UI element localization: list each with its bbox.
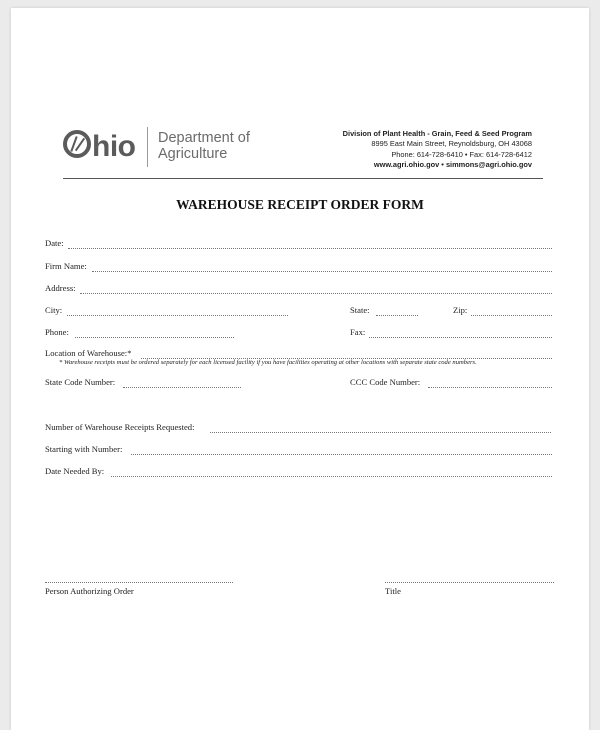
department-line-1: Department of xyxy=(158,130,250,146)
division-phone-fax: Phone: 614-728-6410 • Fax: 614-728-6412 xyxy=(391,149,532,159)
person-authorizing-label: Person Authorizing Order xyxy=(45,586,134,596)
city-label: City: xyxy=(45,305,63,315)
division-name: Division of Plant Health - Grain, Feed & Seed Program xyxy=(342,129,532,138)
num-receipts-label: Number of Warehouse Receipts Requested: xyxy=(45,422,195,432)
ccc-code-field[interactable] xyxy=(428,387,552,388)
phone-field[interactable] xyxy=(75,337,234,338)
phone-label: Phone: xyxy=(45,327,69,337)
title-label: Title xyxy=(385,586,401,596)
starting-number-field[interactable] xyxy=(131,454,552,455)
date-needed-label: Date Needed By: xyxy=(45,466,105,476)
address-field[interactable] xyxy=(80,293,552,294)
header-rule xyxy=(63,178,543,179)
form-title: WAREHOUSE RECEIPT ORDER FORM xyxy=(176,197,424,212)
fax-field[interactable] xyxy=(369,337,552,338)
ohio-logo-mark-icon xyxy=(63,130,91,158)
zip-label: Zip: xyxy=(453,305,468,315)
state-field[interactable] xyxy=(376,315,418,316)
firm-name-label: Firm Name: xyxy=(45,261,87,271)
location-label: Location of Warehouse:* xyxy=(45,348,132,358)
zip-field[interactable] xyxy=(471,315,552,316)
title-field[interactable] xyxy=(385,582,554,583)
contact-block xyxy=(343,129,532,171)
date-label: Date: xyxy=(45,238,64,248)
city-field[interactable] xyxy=(67,315,288,316)
date-needed-field[interactable] xyxy=(111,476,552,477)
ccc-code-label: CCC Code Number: xyxy=(350,377,421,387)
document-page xyxy=(11,8,589,730)
division-web-email: www.agri.ohio.gov • simmons@agri.ohio.gov xyxy=(373,160,532,170)
fax-label: Fax: xyxy=(350,327,366,337)
state-code-label: State Code Number: xyxy=(45,377,116,387)
department-line-2: Agriculture xyxy=(158,146,228,162)
firm-name-field[interactable] xyxy=(92,271,552,272)
state-label: State: xyxy=(350,305,370,315)
starting-number-label: Starting with Number: xyxy=(45,444,123,454)
ohio-logo-text: hio xyxy=(92,130,136,163)
address-label: Address: xyxy=(45,283,76,293)
location-note: * Warehouse receipts must be ordered separately for each licensed facility if you have facilities operating at other locations with separate state code numbers. xyxy=(59,359,477,366)
person-authorizing-field[interactable] xyxy=(45,582,233,583)
num-receipts-field[interactable] xyxy=(210,432,551,433)
ohio-logo xyxy=(63,130,136,162)
logo-divider xyxy=(147,127,148,167)
date-field[interactable] xyxy=(68,248,552,249)
state-code-field[interactable] xyxy=(123,387,241,388)
division-address: 8995 East Main Street, Reynoldsburg, OH 43068 xyxy=(371,139,532,149)
